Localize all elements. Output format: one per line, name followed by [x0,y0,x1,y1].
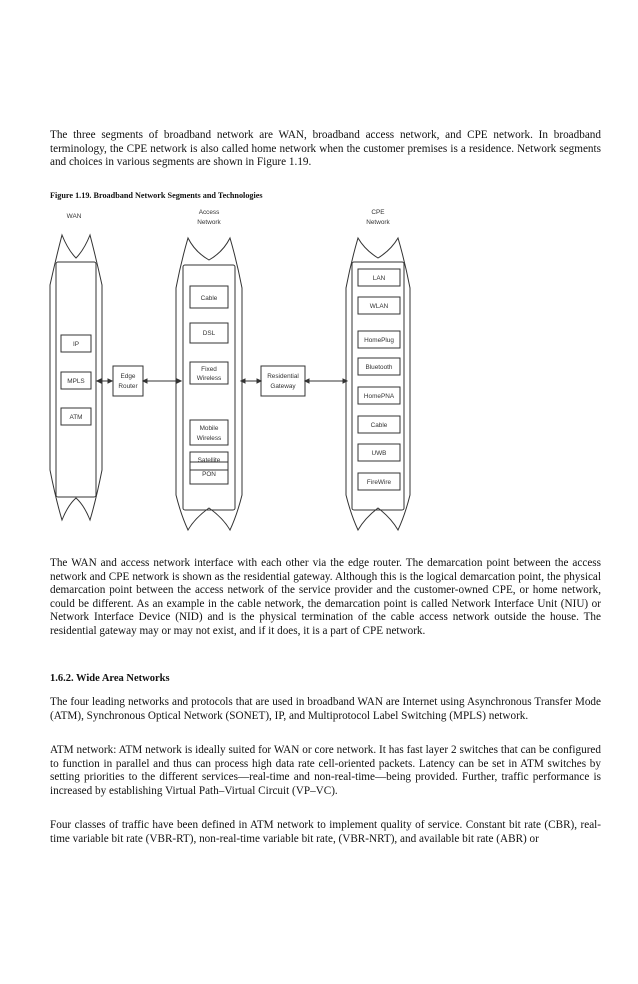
access-item-dsl: DSL [202,330,216,337]
traffic-classes-paragraph: Four classes of traffic have been defined in ATM network to implement quality of service. Constant bit rate (CBR), real-time variable bit rate (VBR-RT), non-real-time variable bit rate, (VBR-NRT), and available bit rate (ABR) or [50,819,601,845]
cpe-item-uwb: UWB [371,450,387,457]
cpe-header-line2: Network [366,219,390,226]
access-item-cable: Cable [200,295,218,302]
access-item-satellite: Satellite [197,457,221,464]
access-item-fixed-line2: Wireless [196,375,222,382]
access-item-mobile-line1: Mobile [199,425,219,432]
cpe-item-wlan: WLAN [369,303,389,310]
wan-header: WAN [66,213,82,220]
cpe-item-homeplug: HomePlug [364,337,394,344]
wan-item-ip: IP [72,341,80,348]
cpe-item-cable: Cable [370,422,388,429]
access-item-pon: PON [202,471,216,478]
intro-paragraph: The three segments of broadband network are WAN, broadband access network, and CPE network. In broadband terminology, the CPE network is also called home network when the customer premises is a residence. Network segments and choices in various segments are shown in Figure 1.19. [50,129,601,169]
edge-router-paragraph: The WAN and access network interface with each other via the edge router. The demarcation point between the access network and CPE network is shown as the residential gateway. Although this is the logical demarcation point, the physical demarcation point between the access network of the service provider and the customer-owned CPE, or home network, could be different. As an example in the cable network, the demarcation point is called Network Interface Unit (NIU) or Network Interface Device (NID) and is the physical termination of the cable access network outside the house. The residential gateway may or may not exist, and if it does, it is a part of CPE network. [50,557,601,637]
wan-item-atm: ATM [69,414,83,421]
cpe-item-lan: LAN [372,275,386,282]
cpe-item-homepna: HomePNA [363,393,395,400]
cpe-item-bluetooth: Bluetooth [365,364,393,371]
section-heading: 1.6.2. Wide Area Networks [50,673,170,684]
wan-protocols-paragraph: The four leading networks and protocols that are used in broadband WAN are Internet using Asynchronous Transfer Mode (ATM), Synchronous Optical Network (SONET), IP, and Multiprotocol Label Switching (MPLS) network. [50,696,601,722]
residential-gateway-line1: Residential [267,373,299,380]
edge-router-line1: Edge [120,373,136,380]
atm-network-paragraph: ATM network: ATM network is ideally suited for WAN or core network. It has fast layer 2 switches that can be configured to function in parallel and thus can process high data rate cell-oriented packets. Latency can be set in ATM switches by setting priorities to the different services—real-time and non-real-time—being provided. Further, traffic performance is increased by establishing Virtual Path–Virtual Circuit (VP–VC). [50,744,601,797]
cpe-header-line1: CPE [371,209,385,216]
residential-gateway-line2: Gateway [270,383,296,390]
access-item-fixed-line1: Fixed [201,366,217,373]
access-item-mobile-line2: Wireless [196,435,222,442]
access-header-line2: Network [197,219,221,226]
wan-item-mpls: MPLS [67,378,85,385]
figure-caption: Figure 1.19. Broadband Network Segments and Technologies [50,191,263,200]
edge-router-line2: Router [118,383,138,390]
cpe-item-firewire: FireWire [366,479,392,486]
access-header-line1: Access [198,209,220,216]
